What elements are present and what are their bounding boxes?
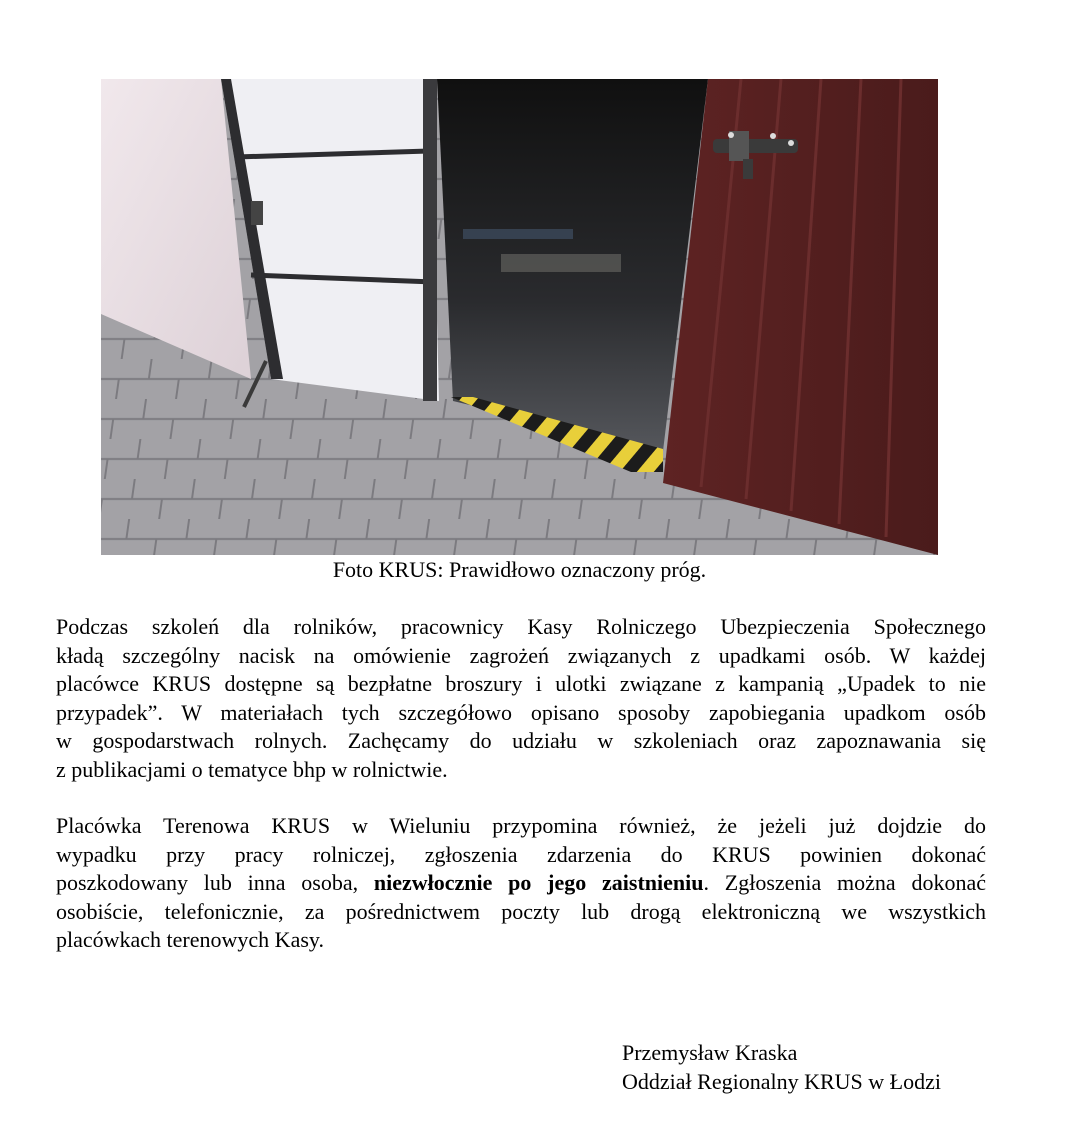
- paragraph-line: placówce KRUS dostępne są bezpłatne broszury i ulotki związane z kampanią „Upadek to nie: [56, 671, 986, 696]
- paragraph-line: kładą szczególny nacisk na omówienie zagrożeń związanych z upadkami osób. W każdej: [56, 642, 986, 668]
- paragraph-line: z publikacjami o tematyce bhp w rolnictwie.: [56, 756, 448, 782]
- photo-threshold: [101, 79, 938, 555]
- text-segment: . Zgłoszenia można dokonać: [703, 870, 986, 895]
- paragraph-training-info: [56, 613, 986, 784]
- paragraph-line: wypadku przy pracy rolniczej, zgłoszenia zdarzenia do KRUS powinien dokonać: [56, 841, 986, 867]
- paragraph-line: [56, 869, 986, 898]
- author-name: Przemysław Kraska: [622, 1040, 798, 1065]
- paragraph-accident-reporting: [56, 812, 986, 955]
- paragraph-line: Placówka Terenowa KRUS w Wieluniu przypomina również, że jeżeli już dojdzie do: [56, 813, 986, 838]
- paragraph-line: placówkach terenowych Kasy.: [56, 927, 324, 952]
- emphasis-text: niezwłocznie po jego zaistnieniu: [373, 870, 704, 895]
- signature-block: [622, 1038, 941, 1096]
- photo-caption: Foto KRUS: Prawidłowo oznaczony próg.: [332, 557, 707, 582]
- paragraph-line: Podczas szkoleń dla rolników, pracownicy Kasy Rolniczego Ubezpieczenia Społecznego: [56, 614, 986, 639]
- paragraph-line: osobiście, telefonicznie, za pośrednictwem poczty lub drogą elektroniczną we wszystkich: [56, 898, 986, 924]
- author-office: Oddział Regionalny KRUS w Łodzi: [622, 1069, 941, 1094]
- text-segment: poszkodowany lub inna osoba,: [56, 870, 374, 895]
- paragraph-line: w gospodarstwach rolnych. Zachęcamy do udziału w szkoleniach oraz zapoznawania się: [56, 728, 986, 753]
- paragraph-line: przypadek”. W materiałach tych szczegółowo opisano sposoby zapobiegania upadkom osób: [56, 699, 986, 725]
